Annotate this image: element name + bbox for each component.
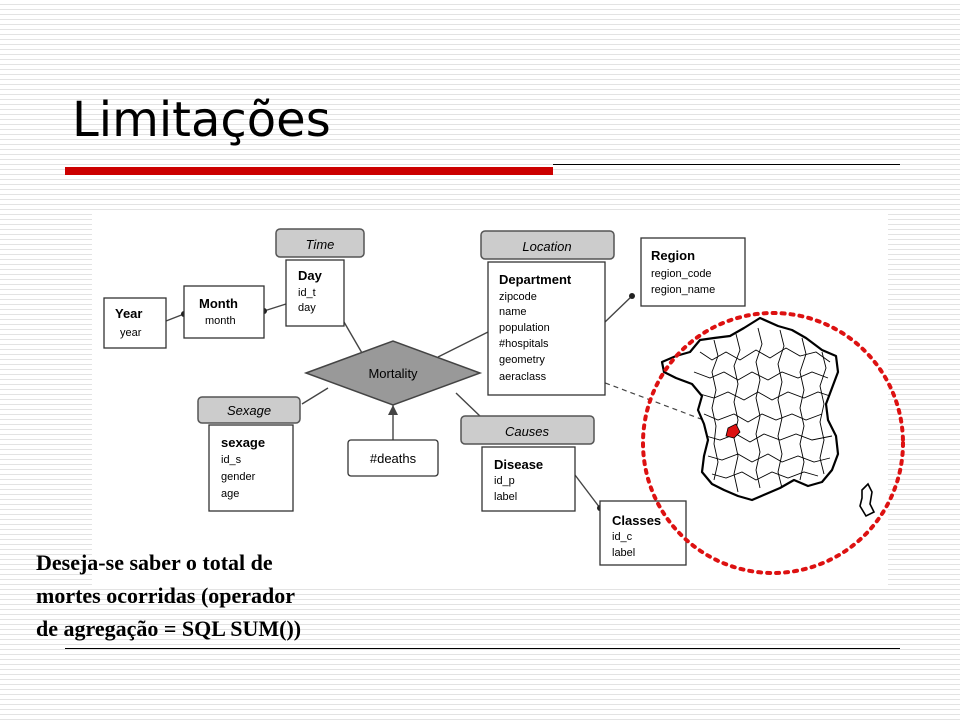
disease-attr: label	[494, 491, 518, 503]
sexage-attr: gender	[221, 471, 256, 483]
region-level-name: Region	[651, 248, 696, 263]
classes-attr: id_c	[612, 531, 633, 543]
month-attr: month	[205, 315, 236, 327]
sexage-attr: id_s	[221, 454, 242, 466]
causes-dimension-label: Causes	[504, 424, 550, 439]
department-level-name: Department	[499, 272, 572, 287]
slide-caption: Deseja-se saber o total de mortes ocorridas (operador de agregação = SQL SUM())	[36, 550, 302, 641]
month-level-box	[184, 286, 264, 338]
classes-attr: label	[612, 547, 636, 559]
measure-label: #deaths	[369, 451, 417, 466]
region-attr: region_name	[651, 284, 716, 296]
location-dimension-label: Location	[522, 239, 572, 254]
day-attr: day	[298, 302, 316, 314]
day-level-name: Day	[298, 268, 322, 283]
department-attr: name	[499, 306, 527, 318]
year-level-name: Year	[115, 306, 143, 321]
day-attr: id_t	[298, 287, 316, 299]
department-attr: geometry	[499, 354, 545, 366]
department-attr: zipcode	[499, 291, 537, 303]
year-attr: year	[120, 327, 142, 339]
month-level-name: Month	[199, 296, 238, 311]
department-attr: aeraclass	[499, 371, 547, 383]
sexage-attr: age	[221, 488, 240, 500]
disease-level-name: Disease	[494, 457, 544, 472]
time-dimension-label: Time	[305, 237, 335, 252]
department-attr: #hospitals	[499, 338, 549, 350]
fact-name: Mortality	[368, 366, 418, 381]
disease-attr: id_p	[494, 475, 515, 487]
region-attr: region_code	[651, 268, 712, 280]
sexage-level-name: sexage	[221, 435, 266, 450]
sexage-dimension-label: Sexage	[226, 403, 272, 418]
department-attr: population	[499, 322, 550, 334]
classes-level-name: Classes	[612, 513, 662, 528]
slide-title: Limitações	[72, 92, 331, 148]
